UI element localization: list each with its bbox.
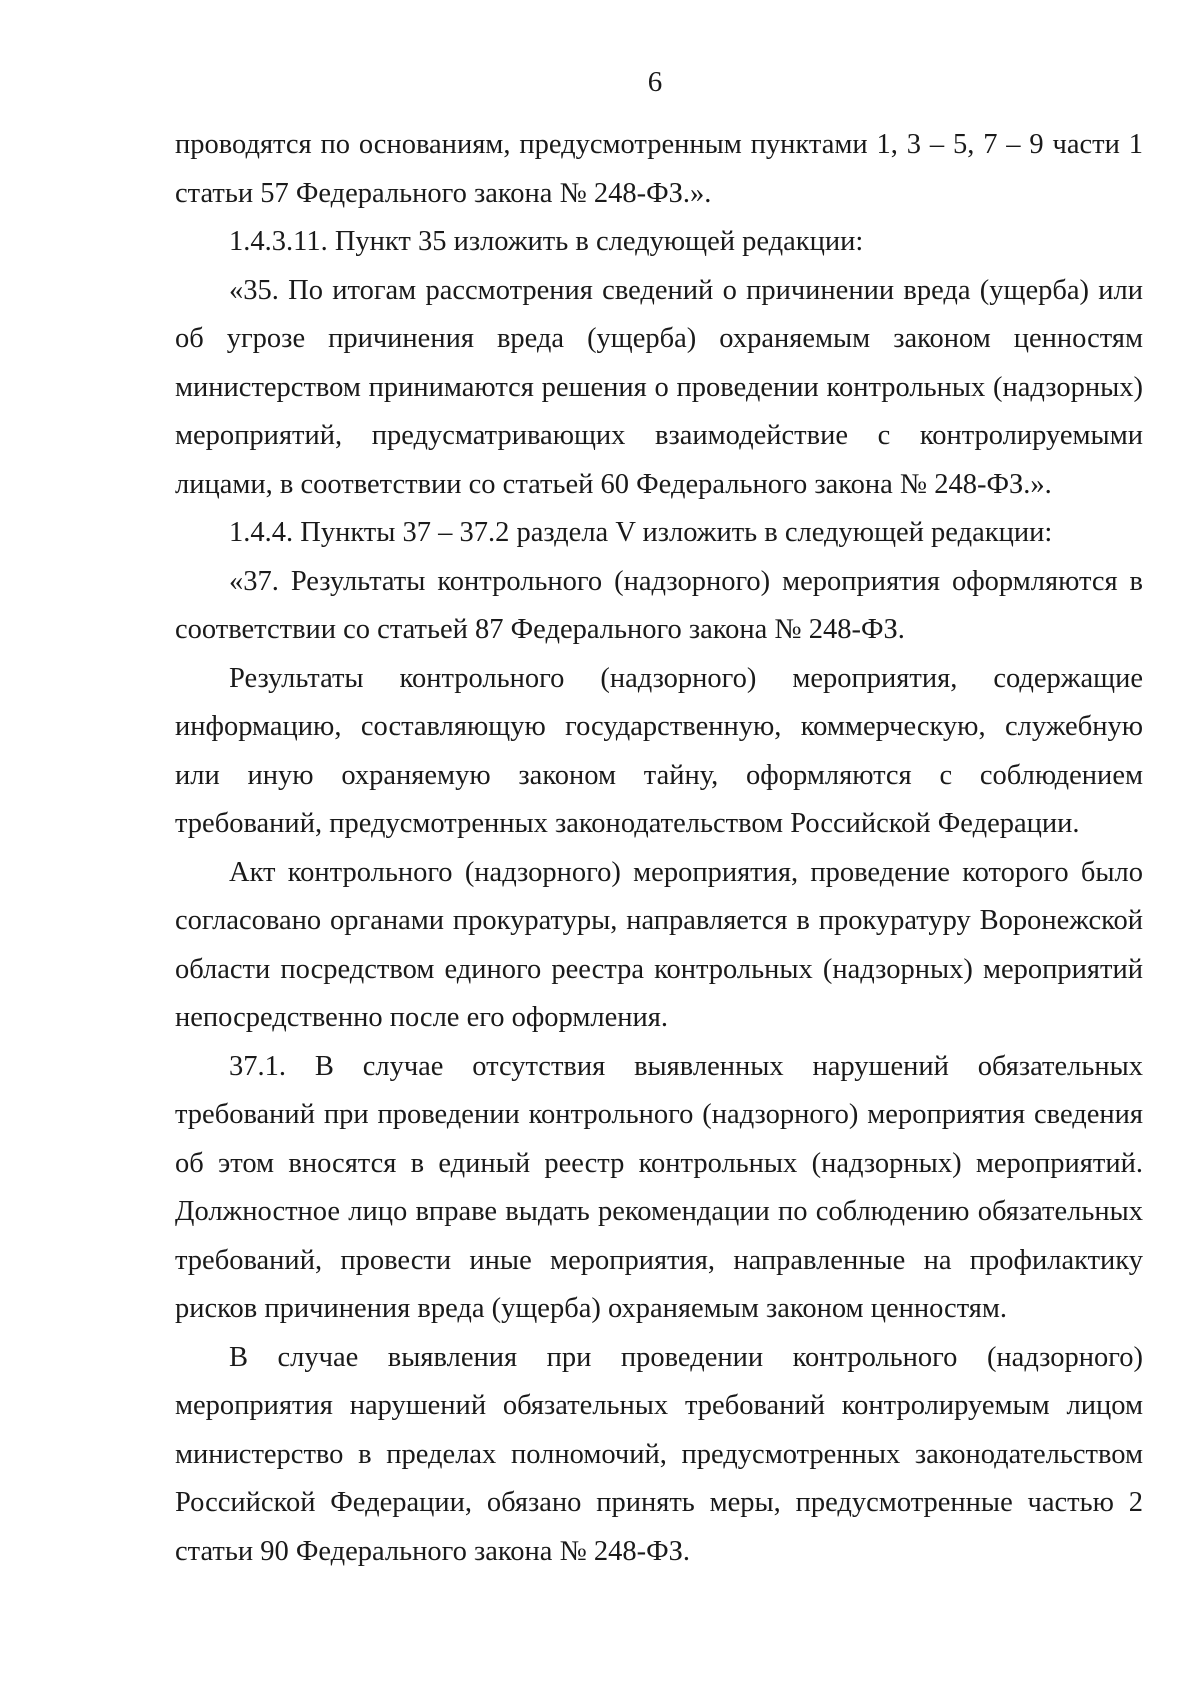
paragraph-point-35: «35. По итогам рассмотрения сведений о причинении вреда (ущерба) или об угрозе причинения вреда (ущерба) охраняемым законом ценностям министерством принимаются решения о проведении контрольных (надзорных) мероприятий, предусматривающих взаимодействие с контролируемыми лицами, в соответствии со статьей 60 Федерального закона № 248-ФЗ.». bbox=[175, 274, 1143, 500]
paragraph-point-37: «37. Результаты контрольного (надзорного) мероприятия оформляются в соответствии со статьей 87 Федерального закона № 248-ФЗ. bbox=[175, 565, 1143, 645]
paragraph-point-37-1: 37.1. В случае отсутствия выявленных нарушений обязательных требований при проведении контрольного (надзорного) мероприятия сведения об этом вносятся в единый реестр контрольных (надзорных) мероприятий. Должностное лицо вправе выдать рекомендации по соблюдению обязательных требований, провести иные мероприятия, направленные на профилактику рисков причинения вреда (ущерба) охраняемым законом ценностям. bbox=[175, 1050, 1143, 1324]
paragraph-violations: В случае выявления при проведении контрольного (надзорного) мероприятия нарушений обязательных требований контролируемым лицом министерство в пределах полномочий, предусмотренных законодательством Российской Федерации, обязано принять меры, предусмотренные частью 2 статьи 90 Федерального закона № 248-ФЗ. bbox=[175, 1341, 1143, 1567]
paragraph-results-secret: Результаты контрольного (надзорного) мероприятия, содержащие информацию, составляющую государственную, коммерческую, служебную или иную охраняемую законом тайну, оформляются с соблюдением требований, предусмотренных законодательством Российской Федерации. bbox=[175, 662, 1143, 839]
paragraph-continuation: проводятся по основаниям, предусмотренным пунктами 1, 3 – 5, 7 – 9 части 1 статьи 57 Федерального закона № 248-ФЗ.». bbox=[175, 129, 1143, 209]
document-body bbox=[175, 121, 1143, 1576]
paragraph-act-prosecutor: Акт контрольного (надзорного) мероприятия, проведение которого было согласовано органами прокуратуры, направляется в прокуратуру Воронежской области посредством единого реестра контрольных (надзорных) мероприятий непосредственно после его оформления. bbox=[175, 856, 1143, 1033]
paragraph-item-1-4-3-11: 1.4.3.11. Пункт 35 изложить в следующей редакции: bbox=[229, 226, 864, 257]
page-number: 6 bbox=[647, 66, 663, 98]
paragraph-item-1-4-4: 1.4.4. Пункты 37 – 37.2 раздела V изложить в следующей редакции: bbox=[229, 517, 1053, 548]
